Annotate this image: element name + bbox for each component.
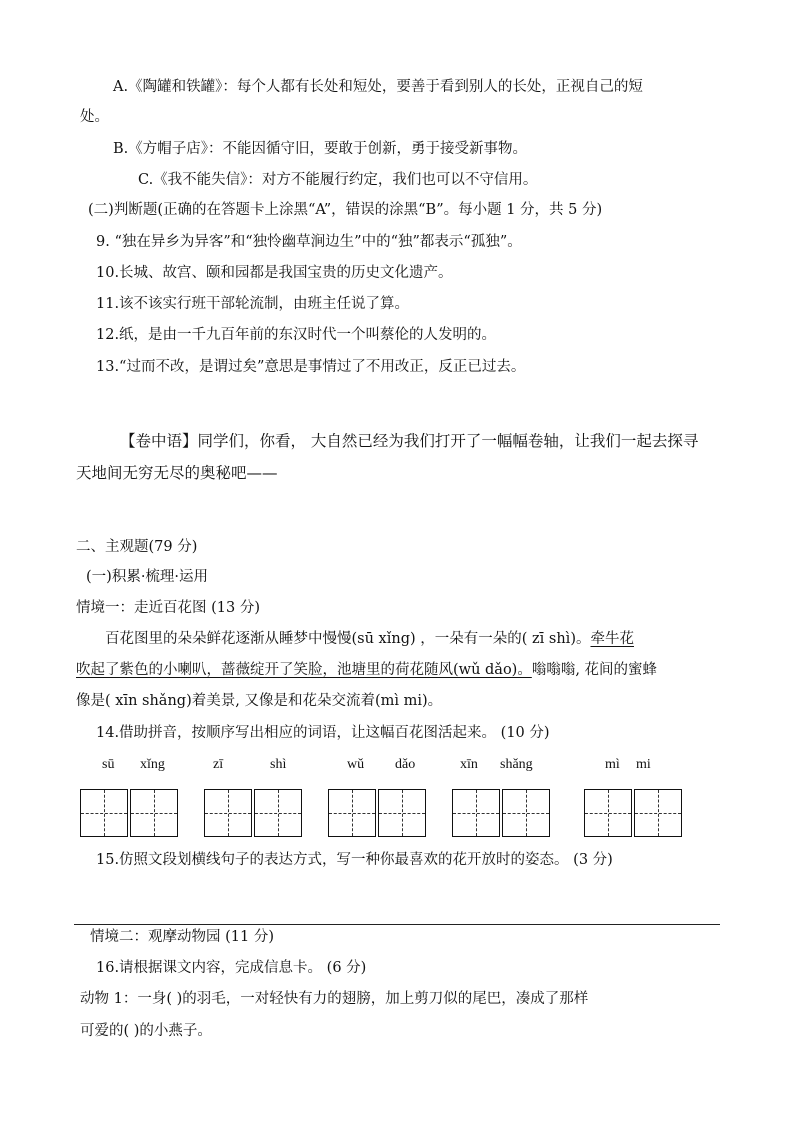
pinyin-label: xīn	[460, 757, 478, 772]
question-16: 16.请根据课文内容，完成信息卡。 (6 分)	[96, 960, 367, 976]
juanzhongyu-line2: 天地间无穷无尽的奥秘吧——	[76, 464, 278, 482]
juanzhongyu-line1: 【卷中语】同学们，你看， 大自然已经为我们打开了一幅幅卷轴，让我们一起去探寻	[120, 432, 699, 450]
part2-sub1: (一)积累·梳理·运用	[86, 569, 209, 585]
writing-cell[interactable]	[80, 789, 128, 837]
pinyin-label: dǎo	[395, 757, 416, 772]
pinyin-label: mi	[636, 757, 651, 772]
pinyin-label: zī	[213, 757, 224, 772]
judge-item-10: 10.长城、故宫、颐和园都是我国宝贵的历史文化遗产。	[96, 265, 453, 281]
para-line1-underlined: 牵牛花	[590, 631, 634, 647]
para-line2	[76, 660, 657, 680]
answer-grid-suxing	[80, 789, 180, 837]
divider-line	[74, 924, 720, 925]
writing-cell[interactable]	[634, 789, 682, 837]
writing-cell[interactable]	[502, 789, 550, 837]
option-b: B.《方帽子店》：不能因循守旧，要敢于创新，勇于接受新事物。	[113, 141, 528, 157]
answer-grid-mimi	[584, 789, 684, 837]
part2-heading: 二、主观题(79 分)	[76, 539, 198, 555]
writing-cell[interactable]	[130, 789, 178, 837]
judge-heading: (二)判断题(正确的在答题卡上涂黑“A”，错误的涂黑“B”。每小题 1 分，共 5 分)	[88, 202, 603, 218]
question-14: 14.借助拼音，按顺序写出相应的词语，让这幅百花图活起来。 (10 分)	[96, 725, 550, 741]
writing-cell[interactable]	[378, 789, 426, 837]
option-a-line2: 处。	[80, 109, 109, 125]
pinyin-label: wǔ	[347, 757, 365, 772]
para-line2-underlined: 吹起了紫色的小喇叭，蔷薇绽开了笑脸，池塘里的荷花随风(wǔ dǎo)。	[76, 662, 532, 678]
answer-grid-wudao	[328, 789, 428, 837]
scene1-title: 情境一：走近百花图 (13 分)	[76, 600, 260, 616]
pinyin-label: shì	[270, 757, 287, 772]
pinyin-label: shǎng	[500, 757, 533, 772]
para-line1-text: 百花图里的朵朵鲜花逐渐从睡梦中慢慢(sū xǐng) ，一朵有一朵的( zī shì)。	[105, 631, 591, 647]
option-a-line1: A.《陶罐和铁罐》：每个人都有长处和短处，要善于看到别人的长处，正视自己的短	[113, 79, 643, 95]
animal1-line2: 可爱的( )的小燕子。	[80, 1023, 212, 1039]
writing-cell[interactable]	[328, 789, 376, 837]
question-15: 15.仿照文段划横线句子的表达方式，写一种你最喜欢的花开放时的姿态。 (3 分)	[96, 852, 613, 868]
writing-cell[interactable]	[204, 789, 252, 837]
judge-item-13: 13.“过而不改，是谓过矣”意思是事情过了不用改正，反正已过去。	[96, 359, 526, 375]
pinyin-label: xǐng	[140, 757, 165, 772]
answer-grid-zishi	[204, 789, 304, 837]
option-c: C.《我不能失信》：对方不能履行约定，我们也可以不守信用。	[138, 172, 538, 188]
pinyin-label: mì	[605, 757, 620, 772]
writing-cell[interactable]	[452, 789, 500, 837]
writing-cell[interactable]	[584, 789, 632, 837]
para-line1	[105, 629, 634, 649]
judge-item-11: 11.该不该实行班干部轮流制，由班主任说了算。	[96, 296, 410, 312]
para-line2-text: 嗡嗡嗡, 花间的蜜蜂	[531, 662, 658, 678]
answer-grid-xinshang	[452, 789, 552, 837]
pinyin-label: sū	[102, 757, 115, 772]
judge-item-12: 12.纸，是由一千九百年前的东汉时代一个叫蔡伦的人发明的。	[96, 327, 497, 343]
writing-cell[interactable]	[254, 789, 302, 837]
animal1-line1: 动物 1：一身( )的羽毛，一对轻快有力的翅膀，加上剪刀似的尾巴，凑成了那样	[80, 991, 589, 1007]
para-line3: 像是( xīn shǎng)着美景, 又像是和花朵交流着(mì mi)。	[76, 693, 443, 709]
judge-item-9: 9. “独在异乡为异客”和“独怜幽草涧边生”中的“独”都表示“孤独”。	[96, 234, 522, 250]
scene2-title: 情境二：观摩动物园 (11 分)	[90, 929, 274, 945]
